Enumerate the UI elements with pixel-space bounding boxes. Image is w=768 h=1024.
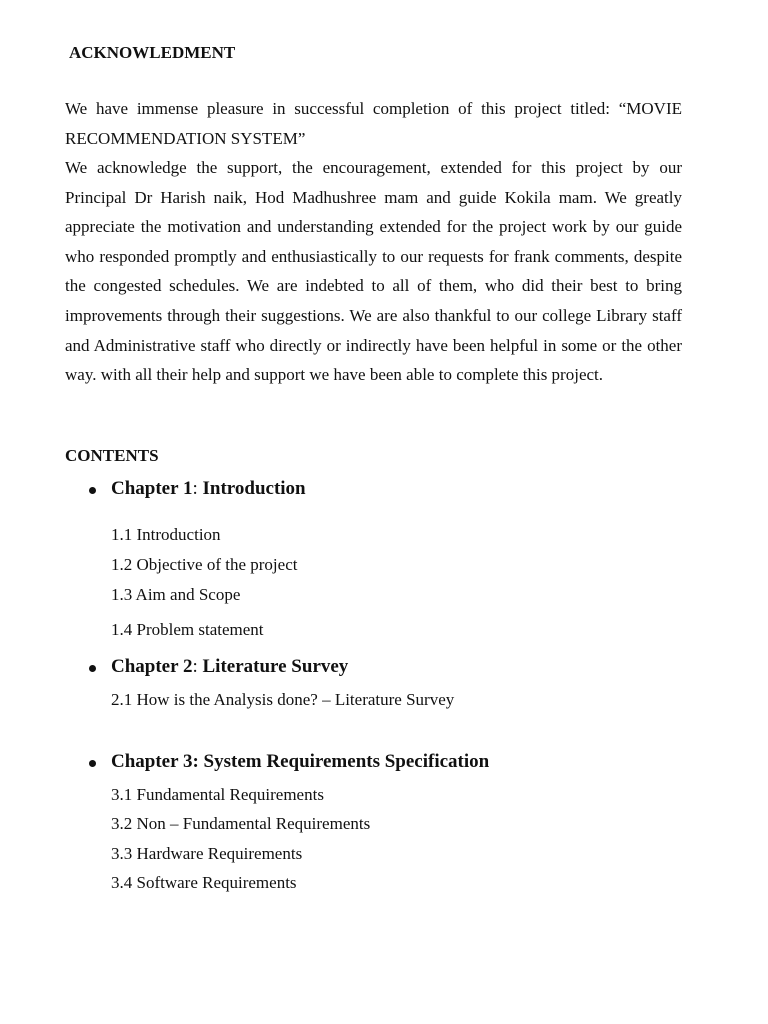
chapter-3-heading	[111, 751, 489, 773]
chapter-title: Literature Survey	[197, 656, 349, 677]
acknowledgement-paragraph-1: We have immense pleasure in successful completion of this project titled: “MOVIE RECOMMENDATION SYSTEM”	[65, 99, 682, 148]
section-item: 1.1 Introduction	[111, 525, 221, 544]
chapter-2-heading	[111, 656, 348, 678]
acknowledgement-paragraph-2: We acknowledge the support, the encouragement, extended for this project by our Principal Dr Harish naik, Hod Madhushree mam and guide Kokila mam. We greatly appreciate the motivation and understanding extended for the project work by our guide who responded promptly and enthusiastically to our requests for frank comments, despite the congested schedules. We are indebted to all of them, who did their best to bring improvements through their suggestions. We are also thankful to our college Library staff and Administrative staff who directly or indirectly have been helpful in some or the other way. with all their help and support we have been able to complete this project.	[65, 158, 682, 385]
chapter-title: Introduction	[197, 478, 306, 499]
section-item: 1.3 Aim and Scope	[111, 585, 241, 604]
section-item: 2.1 How is the Analysis done? – Literature Survey	[111, 690, 455, 709]
chapter-separator: :	[192, 656, 198, 677]
section-item: 3.3 Hardware Requirements	[111, 844, 303, 863]
chapter-number: Chapter 1	[111, 478, 193, 499]
section-item: 3.4 Software Requirements	[111, 873, 297, 892]
chapter-number: Chapter 2	[111, 656, 193, 677]
chapter-number: Chapter 3	[111, 751, 193, 772]
section-item: 1.2 Objective of the project	[111, 555, 298, 574]
chapter-separator: :	[192, 751, 199, 772]
section-item: 1.4 Problem statement	[111, 620, 264, 639]
chapter-title: System Requirements Specification	[198, 751, 490, 772]
contents-heading: CONTENTS	[65, 446, 159, 465]
chapter-1-heading	[111, 478, 306, 500]
section-item: 3.2 Non – Fundamental Requirements	[111, 814, 371, 833]
section-item: 3.1 Fundamental Requirements	[111, 785, 324, 804]
chapter-separator: :	[192, 478, 198, 499]
acknowledgement-heading: ACKNOWLEDMENT	[69, 43, 236, 62]
